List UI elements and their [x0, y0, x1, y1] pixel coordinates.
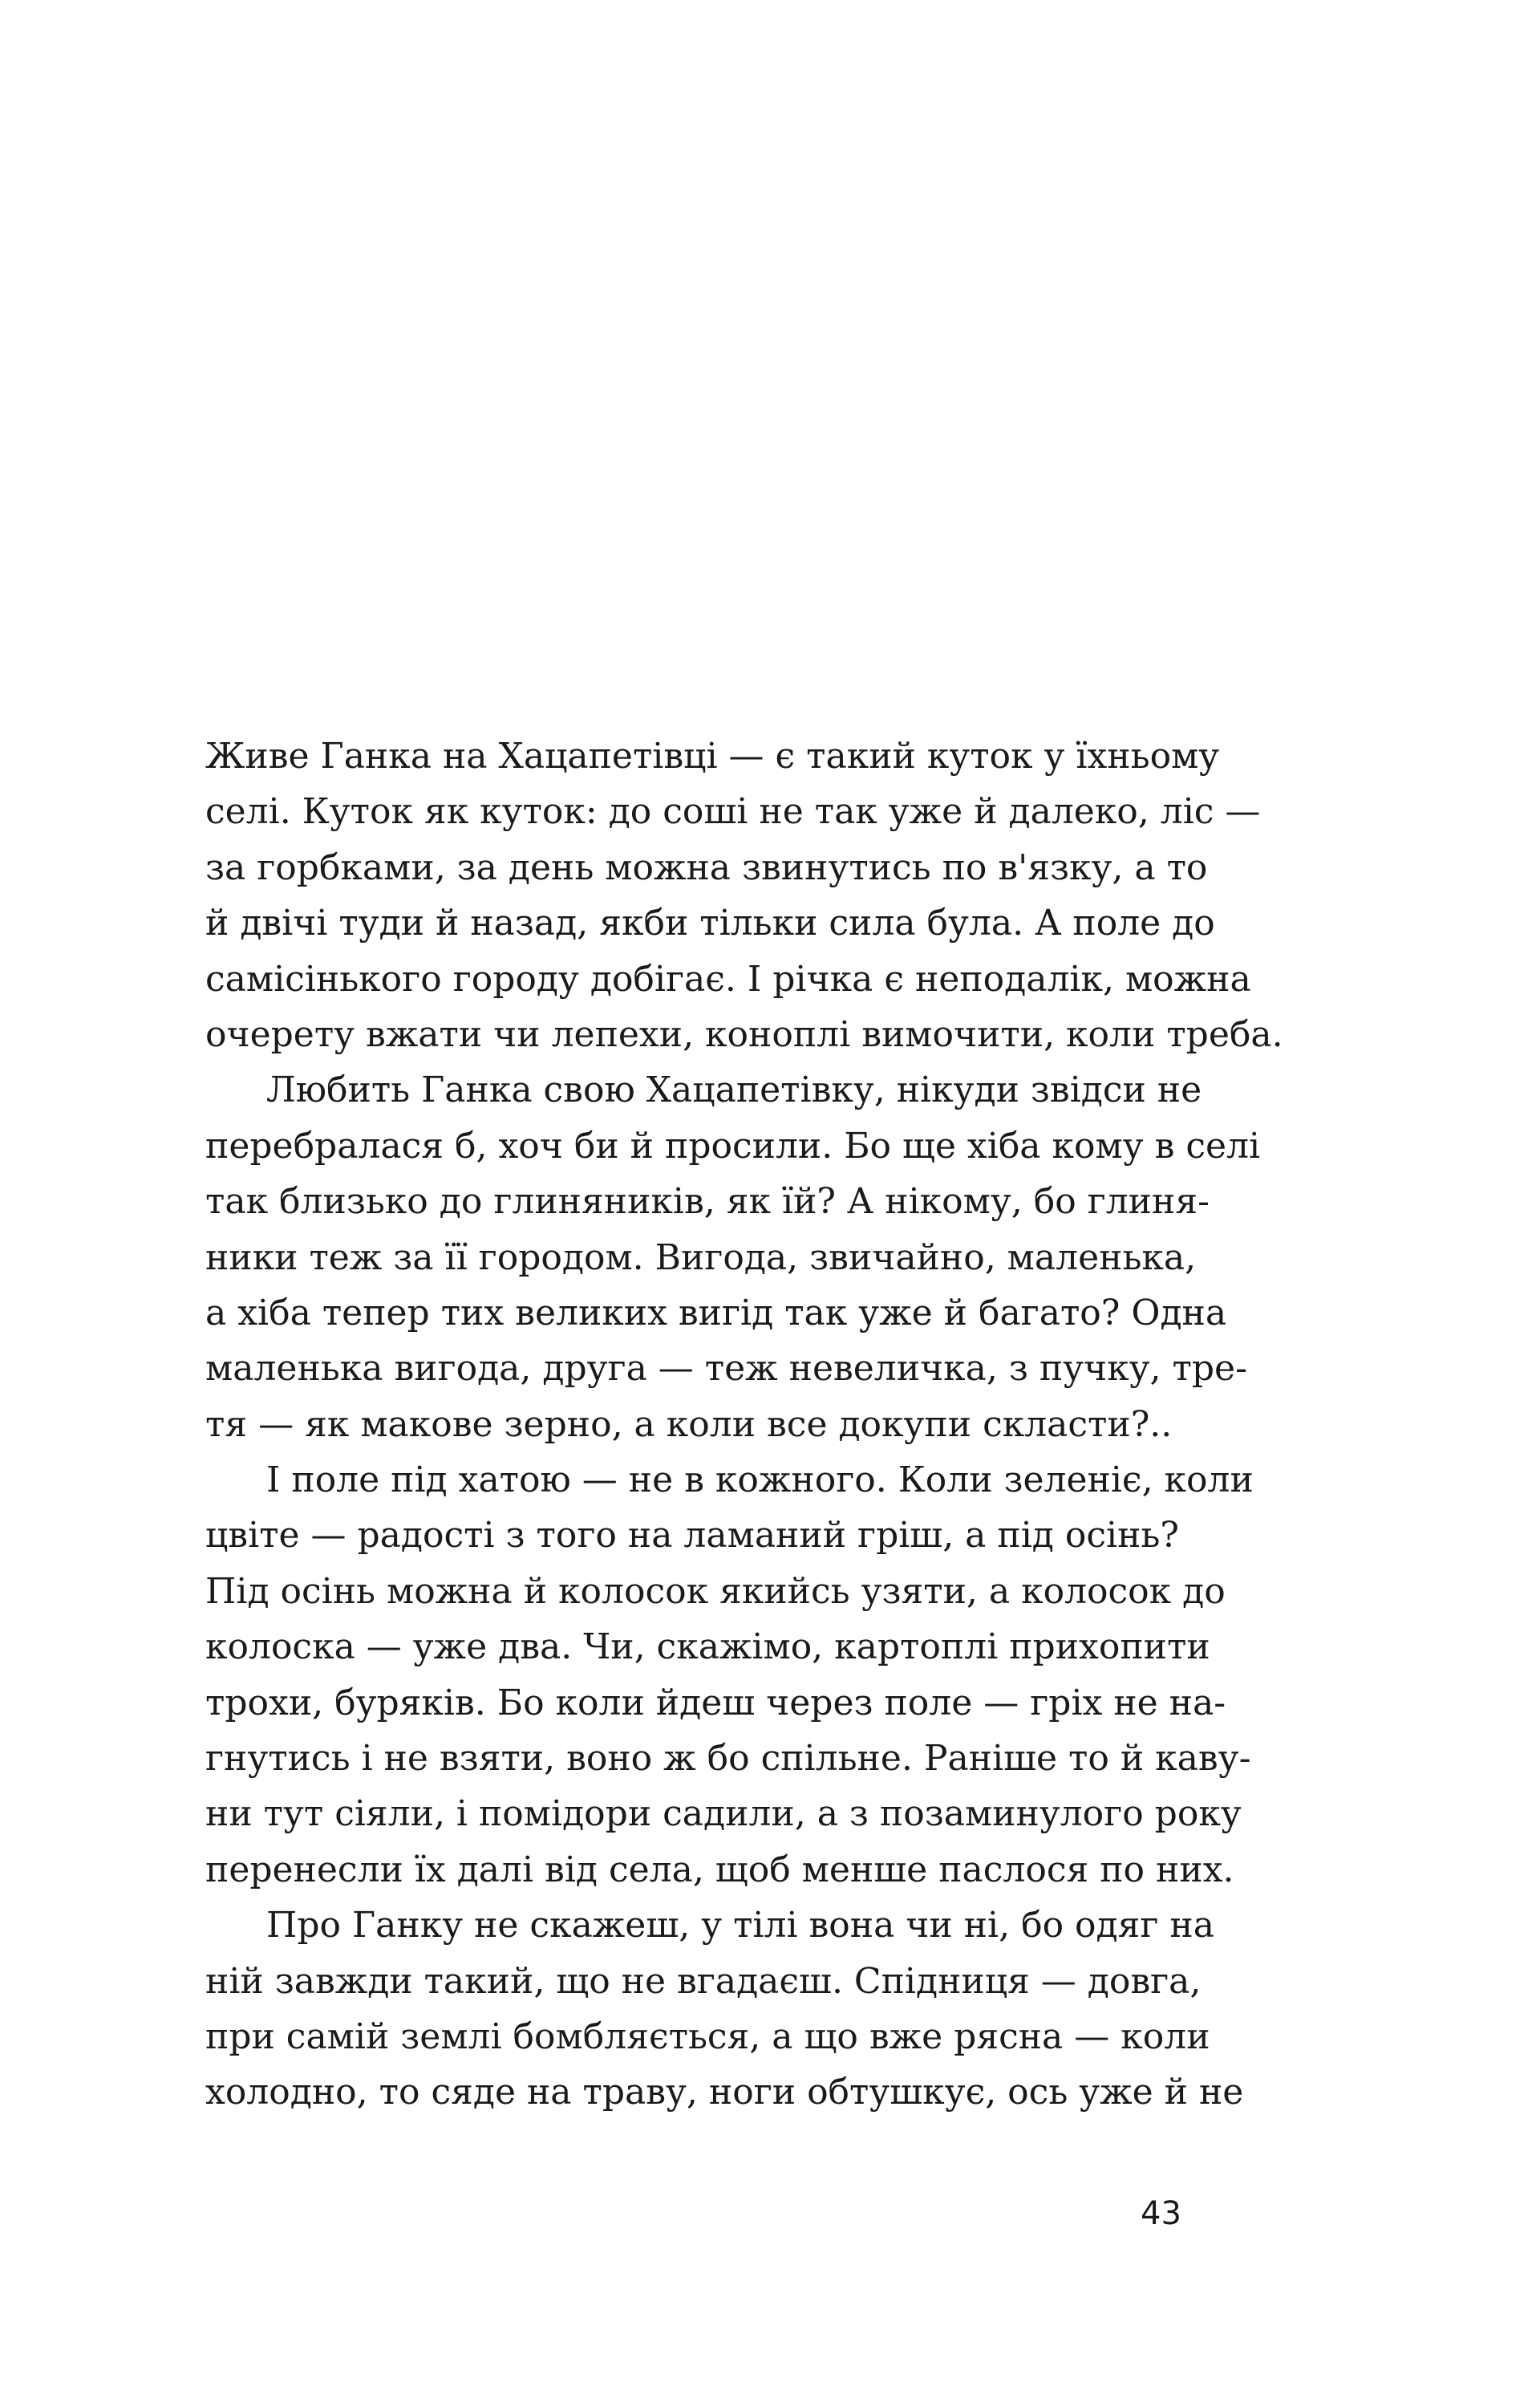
text-line: маленька вигода, друга — теж невеличка, з пучку, тре- [205, 1348, 1247, 1390]
text-line: цвіте — радості з того на ламаний гріш, а під осінь? [205, 1515, 1179, 1557]
text-line: Живе Ганка на Хацапетівці — є такий куток у їхньому [205, 736, 1220, 777]
text-line: селі. Куток як куток: до соші не так уже й далеко, ліс — [205, 791, 1261, 833]
text-line: перенесли їх далі від села, щоб менше паслося по них. [205, 1849, 1234, 1890]
text-line: ній завжди такий, що не вгадаєш. Спідниця — довга, [205, 1960, 1202, 2002]
text-line: при самій землі бомбляється, а що вже рясна — коли [205, 2015, 1210, 2057]
paragraph-2 [205, 1062, 1261, 1452]
text-line: холодно, то сяде на траву, ноги обтушкує, ось уже й не [205, 2072, 1244, 2113]
text-line: ники теж за її городом. Вигода, звичайно, маленька, [205, 1236, 1197, 1278]
body-text [205, 729, 1283, 2121]
text-line: й двічі туди й назад, якби тільки сила була. А поле до [205, 903, 1215, 944]
paragraph-3 [205, 1452, 1258, 1898]
text-line: перебралася б, хоч би й просили. Бо ще хіба кому в селі [205, 1125, 1261, 1167]
text-line: так близько до глиняників, як їй? А нікому, бо глиня- [205, 1181, 1210, 1223]
text-line: Про Ганку не скажеш, у тілі вона чи ні, бо одяг на [266, 1905, 1214, 1946]
text-line: за горбками, за день можна звинутись по в'язку, а то [205, 846, 1208, 888]
text-line: Під осінь можна й колосок якийсь узяти, а колосок до [205, 1570, 1226, 1612]
text-line: Любить Ганка свою Хацапетівку, нікуди звідси не [266, 1070, 1202, 1111]
text-line: тя — як макове зерно, а коли все докупи скласти?.. [205, 1403, 1173, 1445]
text-line: трохи, буряків. Бо коли йдеш через поле — гріх не на- [205, 1682, 1226, 1723]
text-line: гнутись і не взяти, воно ж бо спільне. Раніше то й каву- [205, 1738, 1251, 1780]
paragraph-4 [205, 1898, 1258, 2121]
text-line: а хіба тепер тих великих вигід так уже й багато? Одна [205, 1292, 1227, 1333]
paragraph-1 [205, 729, 1283, 1062]
text-line: очерету вжати чи лепехи, коноплі вимочити, коли треба. [205, 1013, 1283, 1055]
text-line: ни тут сіяли, і помідори садили, а з позаминулого року [205, 1793, 1242, 1835]
text-line: колоска — уже два. Чи, скажімо, картоплі прихопити [205, 1626, 1210, 1668]
text-line: самісінького городу добігає. І річка є неподалік, можна [205, 958, 1251, 1000]
page-number: 43 [1141, 2195, 1181, 2232]
text-line: І поле під хатою — не в кожного. Коли зеленіє, коли [266, 1459, 1254, 1501]
